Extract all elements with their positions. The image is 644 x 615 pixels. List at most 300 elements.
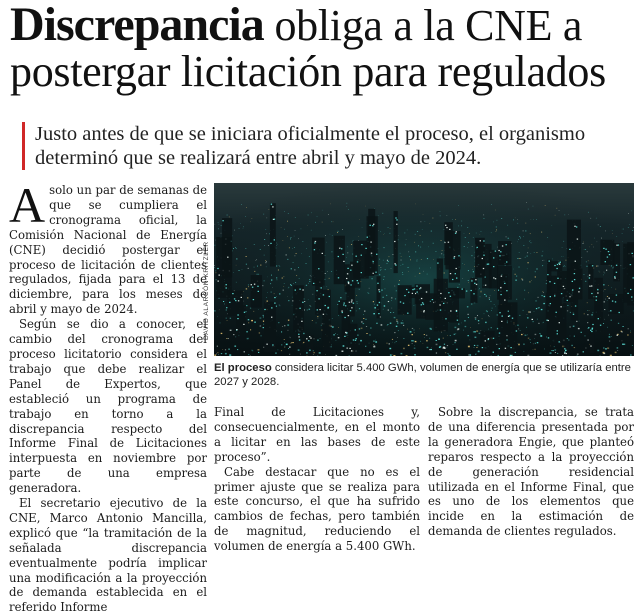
city-light — [410, 331, 412, 332]
city-light — [278, 322, 279, 323]
city-light — [475, 317, 477, 318]
building-window — [251, 284, 252, 285]
city-light — [487, 311, 488, 312]
city-light — [402, 264, 403, 265]
city-light — [587, 339, 589, 340]
building-window — [548, 337, 549, 338]
city-light — [447, 345, 448, 346]
building-window — [348, 283, 349, 284]
city-light — [422, 229, 423, 230]
building-window — [454, 256, 455, 257]
city-light — [279, 305, 280, 306]
city-light — [565, 260, 566, 261]
city-light — [384, 276, 385, 277]
building-window — [361, 272, 362, 273]
city-light — [226, 310, 227, 311]
city-light — [588, 260, 589, 261]
city-light — [357, 301, 358, 302]
building-window — [600, 325, 601, 326]
city-light — [543, 251, 544, 252]
city-light — [317, 340, 319, 341]
city-light — [301, 253, 302, 254]
building — [475, 238, 485, 278]
building-window — [630, 289, 631, 290]
city-light — [470, 354, 472, 355]
city-light — [613, 268, 614, 269]
city-light — [217, 346, 218, 347]
building-window — [351, 301, 352, 302]
city-light — [414, 354, 416, 355]
city-light — [359, 308, 360, 309]
city-light — [247, 338, 249, 339]
city-light — [342, 229, 343, 230]
city-light — [455, 340, 457, 342]
building-window — [357, 261, 358, 262]
building-window — [295, 290, 296, 291]
city-light — [455, 219, 456, 220]
city-light — [628, 328, 629, 329]
city-light — [385, 269, 386, 270]
city-light — [433, 243, 434, 244]
city-light — [391, 298, 392, 299]
city-light — [589, 310, 590, 311]
building-window — [318, 298, 319, 299]
city-light — [226, 338, 227, 339]
city-light — [521, 334, 523, 335]
city-light — [536, 308, 537, 309]
building-window — [605, 249, 606, 250]
city-light — [412, 328, 413, 329]
city-light — [554, 349, 556, 350]
city-light — [328, 214, 329, 215]
city-light — [537, 319, 538, 320]
city-light — [427, 274, 428, 275]
city-light — [501, 218, 502, 219]
city-light — [530, 233, 531, 234]
city-light — [415, 234, 416, 235]
city-light — [214, 355, 216, 356]
building-window — [343, 304, 344, 305]
city-light — [421, 259, 422, 260]
city-light — [284, 277, 285, 278]
city-light — [384, 305, 385, 306]
city-light — [388, 301, 389, 302]
city-light — [528, 338, 529, 339]
city-light — [528, 248, 529, 249]
city-light — [395, 298, 396, 299]
city-light — [387, 263, 388, 264]
building-window — [440, 293, 441, 294]
city-light — [521, 279, 522, 280]
city-light — [332, 326, 334, 327]
building-window — [322, 253, 323, 254]
building-window — [495, 251, 496, 252]
city-light — [604, 301, 605, 302]
city-light — [496, 227, 497, 228]
city-light — [246, 256, 247, 257]
city-light — [604, 272, 605, 273]
building-window — [351, 350, 352, 351]
city-light — [541, 232, 542, 233]
city-light — [342, 351, 344, 352]
city-light — [465, 237, 466, 238]
building-window — [357, 280, 358, 281]
city-light — [539, 333, 540, 334]
city-light — [226, 318, 227, 319]
building-window — [597, 292, 598, 293]
building — [312, 238, 325, 286]
city-light — [370, 328, 371, 329]
building-window — [577, 239, 578, 240]
city-light — [221, 225, 222, 226]
city-light — [526, 327, 527, 328]
city-light — [389, 343, 390, 344]
building-window — [615, 301, 616, 302]
building-window — [424, 310, 425, 311]
city-light — [289, 354, 290, 355]
city-light — [365, 346, 366, 347]
city-light — [476, 354, 477, 355]
building-window — [306, 352, 307, 353]
building-window — [346, 278, 347, 279]
city-light — [394, 286, 395, 287]
city-light — [605, 348, 607, 349]
city-light — [537, 342, 538, 343]
building-window — [493, 277, 494, 278]
building-window — [565, 350, 566, 351]
building — [563, 343, 569, 356]
city-light — [260, 249, 261, 250]
building-window — [299, 339, 300, 340]
city-light — [284, 283, 285, 284]
city-light — [530, 240, 531, 241]
city-light — [289, 347, 290, 348]
city-light — [553, 350, 554, 351]
building-window — [456, 268, 457, 269]
building-window — [266, 344, 267, 345]
city-light — [373, 341, 375, 342]
building-window — [557, 333, 558, 334]
city-light — [322, 222, 323, 223]
city-light — [438, 339, 440, 340]
city-light — [288, 330, 289, 331]
building — [571, 263, 579, 321]
city-light — [277, 280, 278, 281]
city-light — [235, 247, 236, 248]
city-light — [331, 271, 332, 272]
city-light — [424, 337, 425, 338]
city-light — [447, 335, 448, 336]
city-light — [284, 339, 285, 340]
building — [342, 313, 351, 341]
building-window — [558, 263, 559, 264]
city-light — [573, 326, 575, 327]
building-window — [349, 348, 350, 349]
city-light — [475, 319, 476, 320]
city-light — [415, 341, 417, 342]
city-light — [307, 310, 308, 311]
city-light — [615, 289, 616, 290]
building-window — [493, 338, 494, 339]
building-window — [505, 348, 506, 349]
building-window — [272, 344, 273, 345]
building-window — [227, 257, 228, 258]
city-light — [254, 322, 256, 323]
city-light — [436, 344, 438, 345]
city-light — [530, 312, 531, 313]
building-window — [345, 332, 346, 333]
city-light — [318, 318, 319, 319]
city-light — [381, 290, 382, 291]
city-light — [248, 354, 249, 355]
city-light — [274, 297, 275, 298]
city-light — [259, 332, 260, 333]
city-light — [585, 348, 586, 349]
city-light — [287, 259, 288, 260]
city-light — [265, 262, 266, 263]
building-window — [350, 284, 351, 285]
city-light — [594, 238, 595, 239]
city-light — [430, 349, 432, 350]
city-light — [401, 260, 402, 261]
city-light — [586, 262, 587, 263]
city-light — [383, 260, 384, 261]
building-window — [510, 347, 511, 348]
city-light — [227, 215, 228, 216]
building-window — [618, 245, 619, 246]
city-light — [222, 349, 223, 350]
building — [346, 286, 355, 317]
building-window — [498, 250, 499, 251]
city-light — [396, 319, 397, 320]
city-light — [570, 327, 571, 328]
building-window — [370, 225, 371, 226]
city-light — [400, 253, 401, 254]
city-light — [630, 331, 631, 332]
city-light — [239, 270, 240, 271]
building-window — [493, 352, 494, 353]
city-light — [525, 335, 527, 336]
city-light — [325, 273, 326, 274]
city-light — [373, 313, 375, 314]
city-light — [365, 319, 366, 320]
city-light — [524, 290, 525, 291]
city-light — [430, 223, 431, 224]
building-window — [416, 286, 417, 287]
city-light — [387, 325, 388, 326]
city-light — [484, 294, 485, 295]
city-light — [583, 274, 584, 275]
building-window — [371, 253, 372, 254]
city-light — [379, 265, 380, 266]
building-window — [437, 263, 438, 264]
building-window — [222, 220, 223, 221]
city-light — [251, 320, 253, 321]
city-light — [496, 230, 497, 231]
city-light — [482, 319, 483, 320]
building-window — [347, 268, 348, 269]
city-light — [430, 329, 432, 330]
city-light — [300, 354, 301, 355]
city-light — [369, 352, 371, 353]
city-light — [538, 307, 540, 308]
city-light — [609, 341, 610, 342]
city-light — [461, 221, 462, 222]
city-light — [433, 259, 434, 260]
city-light — [529, 281, 530, 282]
city-light — [266, 218, 267, 219]
city-light — [365, 206, 366, 207]
building-window — [592, 265, 593, 266]
city-light — [312, 320, 313, 321]
city-light — [607, 347, 609, 349]
building-window — [575, 261, 576, 262]
building-window — [512, 318, 513, 319]
building-window — [500, 287, 501, 288]
city-light — [433, 218, 434, 219]
building-window — [589, 286, 590, 287]
building-window — [345, 305, 346, 306]
city-light — [237, 349, 238, 350]
building-window — [483, 255, 484, 256]
building — [264, 302, 276, 352]
city-light — [463, 330, 464, 331]
city-light — [517, 242, 518, 243]
city-light — [388, 261, 389, 262]
building-window — [236, 329, 237, 330]
city-light — [248, 319, 250, 320]
city-light — [448, 353, 449, 354]
building-window — [457, 320, 458, 321]
building-window — [574, 279, 575, 280]
building-window — [400, 301, 401, 302]
building — [498, 241, 511, 265]
city-light — [337, 334, 338, 335]
city-light — [284, 346, 285, 347]
city-light — [564, 265, 565, 266]
city-light — [216, 354, 217, 355]
city-light — [288, 348, 289, 349]
city-light — [398, 284, 399, 285]
city-light — [383, 309, 384, 310]
city-light — [519, 258, 520, 259]
paragraph-1 — [9, 183, 207, 317]
building-window — [439, 304, 440, 305]
building-window — [592, 328, 593, 329]
city-light — [296, 275, 297, 276]
city-light — [527, 317, 528, 318]
city-light — [576, 321, 578, 322]
city-light — [291, 268, 292, 269]
city-light — [356, 295, 357, 296]
city-light — [506, 237, 507, 238]
city-light — [388, 227, 389, 228]
city-light — [591, 314, 593, 315]
city-light — [220, 323, 221, 324]
city-light — [467, 227, 468, 228]
city-light — [405, 245, 406, 246]
city-light — [447, 347, 448, 348]
building-window — [395, 265, 396, 266]
building-window — [370, 242, 371, 243]
city-light — [402, 272, 403, 273]
city-light — [393, 312, 394, 313]
city-light — [264, 255, 265, 256]
city-light — [606, 270, 607, 271]
building-window — [302, 302, 303, 303]
city-light — [264, 281, 265, 282]
paragraph-3: El secretario ejecutivo de la CNE, Marco Antonio Mancilla, explicó que “la tramitación de la señalada discrepancia eventualmente podría implicar una modificación a la proyección de demanda establecida en el referido Informe — [9, 496, 207, 615]
building-window — [417, 292, 418, 293]
building-window — [506, 261, 507, 262]
city-light — [528, 312, 529, 313]
building-window — [351, 307, 352, 308]
city-light — [605, 299, 606, 300]
building-window — [316, 290, 317, 291]
city-light — [523, 310, 524, 311]
city-light — [489, 297, 490, 298]
city-light — [491, 327, 492, 328]
city-light — [420, 235, 421, 236]
city-light — [246, 207, 247, 208]
building — [613, 243, 620, 281]
city-light — [228, 349, 230, 350]
city-light — [317, 316, 318, 317]
building-window — [258, 291, 259, 292]
building-window — [378, 289, 379, 290]
city-light — [519, 236, 520, 237]
city-light — [621, 331, 622, 332]
city-light — [477, 345, 479, 346]
city-light — [396, 290, 397, 291]
city-light — [559, 210, 560, 211]
city-light — [591, 244, 592, 245]
building-window — [344, 303, 345, 304]
city-light — [449, 355, 451, 356]
city-light — [364, 311, 365, 312]
building-window — [353, 339, 354, 340]
city-light — [376, 323, 378, 324]
building-window — [234, 298, 235, 299]
city-light — [402, 323, 403, 324]
city-light — [584, 249, 585, 250]
city-light — [291, 237, 292, 238]
city-night-image — [214, 183, 634, 356]
building-window — [483, 268, 484, 269]
building-window — [445, 318, 446, 319]
building-window — [323, 314, 324, 315]
city-light — [382, 297, 383, 298]
building-window — [560, 306, 561, 307]
city-light — [408, 267, 409, 268]
city-light — [477, 315, 478, 316]
city-light — [524, 245, 525, 246]
city-light — [418, 246, 419, 247]
city-light — [290, 284, 291, 285]
building-window — [310, 338, 311, 339]
city-light — [359, 289, 360, 290]
city-light — [441, 254, 442, 255]
building-window — [445, 225, 446, 226]
paragraph-2: Según se dio a conocer, el cambio del cronograma del proceso licitatorio considera el trabajo que debe realizar el Panel de Expertos, que estableció un programa de trabajo en torno a la discrepancia respecto del Informe Final de Licitaciones interpuesta en noviembre por parte de una empresa generadora. — [9, 317, 207, 496]
building-window — [455, 273, 456, 274]
headline — [10, 2, 638, 95]
city-light — [265, 229, 266, 230]
city-light — [593, 247, 594, 248]
city-light — [245, 248, 246, 249]
city-light — [401, 265, 402, 266]
city-light — [533, 344, 534, 345]
